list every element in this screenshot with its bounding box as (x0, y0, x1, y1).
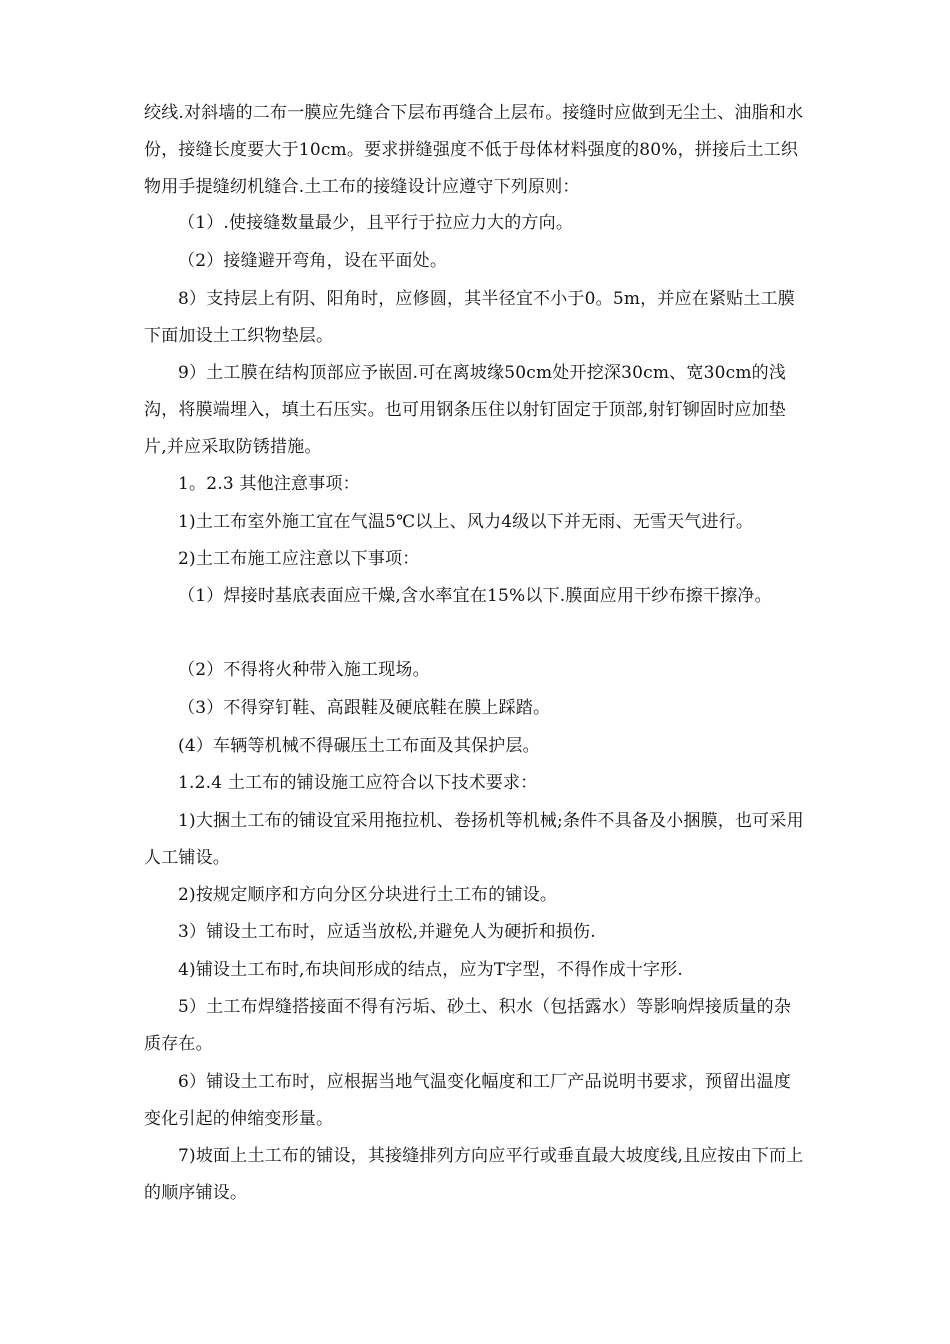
section-heading-1-2-3: 1。2.3 其他注意事项： (178, 474, 360, 494)
paragraph-req-1: 1)大捆土工布的铺设宜采用拖拉机、卷扬机等机械;条件不具备及小捆膜，也可采用人工铺设。 (144, 811, 804, 868)
paragraph-req-6: 6）铺设土工布时，应根据当地气温变化幅度和工厂产品说明书要求，预留出温度变化引起的伸缩变形量。 (144, 1072, 792, 1129)
paragraph-note-2: 2)土工布施工应注意以下事项： (178, 549, 420, 569)
paragraph-req-3: 3）铺设土工布时，应适当放松,并避免人为硬折和损伤. (178, 922, 596, 942)
paragraph-req-5: 5）土工布焊缝搭接面不得有污垢、砂土、积水（包括露水）等影响焊接质量的杂质存在。 (144, 997, 792, 1054)
paragraph-note-2-2: （2）不得将火种带入施工现场。 (178, 660, 430, 680)
paragraph-req-4: 4)铺设土工布时,布块间形成的结点，应为T字型，不得作成十字形. (178, 960, 683, 980)
paragraph-note-2-3: （3）不得穿钉鞋、高跟鞋及硬底鞋在膜上踩踏。 (178, 698, 551, 718)
paragraph-item-9: 9）土工膜在结构顶部应予嵌固.可在离坡缘50cm处开挖深30cm、宽30cm的浅沟，将膜端埋入，填土石压实。也可用钢条压住以射钉固定于顶部,射钉铆固时应加垫片,并应采取防锈措施。 (144, 363, 787, 457)
paragraph-seam-requirements: 绞线.对斜墙的二布一膜应先缝合下层布再缝合上层布。接缝时应做到无尘土、油脂和水份，接缝长度要大于10cm。要求拼缝强度不低于母体材料强度的80%，拼接后土工织物用手提缝纫机缝合.土工布的接缝设计应遵守下列原则： (144, 103, 804, 197)
paragraph-item-8: 8）支持层上有阴、阳角时，应修圆，其半径宜不小于0。5m，并应在紧贴土工膜下面加设土工织物垫层。 (144, 289, 795, 346)
paragraph-note-2-4: (4）车辆等机械不得碾压土工布面及其保护层。 (178, 736, 540, 756)
paragraph-principle-2: （2）接缝避开弯角，设在平面处。 (178, 251, 448, 271)
paragraph-principle-1: （1）.使接缝数量最少，且平行于拉应力大的方向。 (178, 213, 574, 233)
paragraph-note-1: 1)土工布室外施工宜在气温5℃以上、风力4级以下并无雨、无雪天气进行。 (178, 512, 754, 532)
paragraph-note-2-1: （1）焊接时基底表面应干燥,含水率宜在15%以下.膜面应用干纱布擦干擦净。 (178, 586, 772, 606)
section-heading-1-2-4: 1.2.4 土工布的铺设施工应符合以下技术要求： (178, 773, 538, 793)
paragraph-req-7: 7)坡面上土工布的铺设，其接缝排列方向应平行或垂直最大坡度线,且应按由下而上的顺序铺设。 (144, 1146, 804, 1203)
paragraph-req-2: 2)按规定顺序和方向分区分块进行土工布的铺设。 (178, 885, 558, 905)
